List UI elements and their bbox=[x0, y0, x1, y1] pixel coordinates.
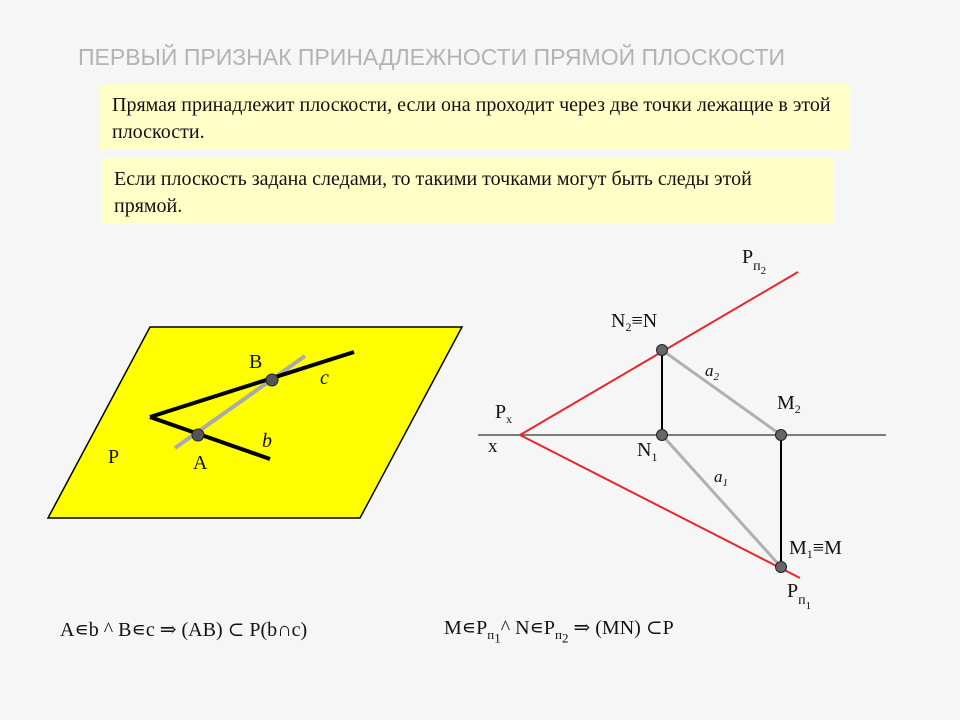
label-m2: $M_2$ bbox=[777, 392, 801, 416]
point-a bbox=[192, 429, 204, 441]
trace-p1 bbox=[520, 435, 800, 578]
label-axis-x: x bbox=[488, 436, 498, 457]
label-c-line: c bbox=[320, 367, 329, 389]
label-a2: $a_2$ bbox=[705, 361, 719, 383]
label-m1-m: $M_1\equiv M$ bbox=[789, 537, 842, 561]
label-n1: $N_1$ bbox=[637, 439, 658, 464]
projection-a1 bbox=[662, 435, 781, 567]
epure-figure bbox=[478, 246, 886, 612]
projection-a2 bbox=[662, 350, 781, 435]
point-m2 bbox=[776, 430, 787, 441]
label-trace-p2: $P_{п2}$ bbox=[742, 246, 767, 277]
point-n2 bbox=[657, 345, 668, 356]
label-plane-p: P bbox=[108, 446, 120, 468]
label-b-line: b bbox=[262, 430, 272, 452]
point-m1 bbox=[776, 562, 787, 573]
formula-right: $M∊P_{п_1}\^{}$ $N∊P_{п_2}$ ⇒ (MN) ⊂P bbox=[444, 617, 674, 646]
definition-note: Прямая принадлежит плоскости, если она проходит через две точки лежащие в этой плоскости. bbox=[100, 84, 850, 150]
label-a-point: A bbox=[193, 452, 208, 474]
label-trace-p1: $P_{п1}$ bbox=[787, 580, 812, 612]
label-a1: $a_1$ bbox=[714, 467, 728, 489]
point-n1 bbox=[657, 430, 668, 441]
plane-figure bbox=[48, 327, 462, 518]
formula-left: A∊b ^ B∊c ⇒ (AB) ⊂ P(b∩c) bbox=[60, 619, 308, 641]
slide-title: ПЕРВЫЙ ПРИЗНАК ПРИНАДЛЕЖНОСТИ ПРЯМОЙ ПЛОСКОСТИ bbox=[78, 44, 786, 70]
traces-note: Если плоскость задана следами, то такими точками могут быть следы этой прямой. bbox=[102, 158, 834, 224]
label-b-point: B bbox=[249, 351, 263, 373]
label-px: $P_x$ bbox=[495, 401, 513, 426]
label-n2-n: $N_2\equiv N$ bbox=[611, 310, 658, 334]
point-b bbox=[266, 374, 278, 386]
